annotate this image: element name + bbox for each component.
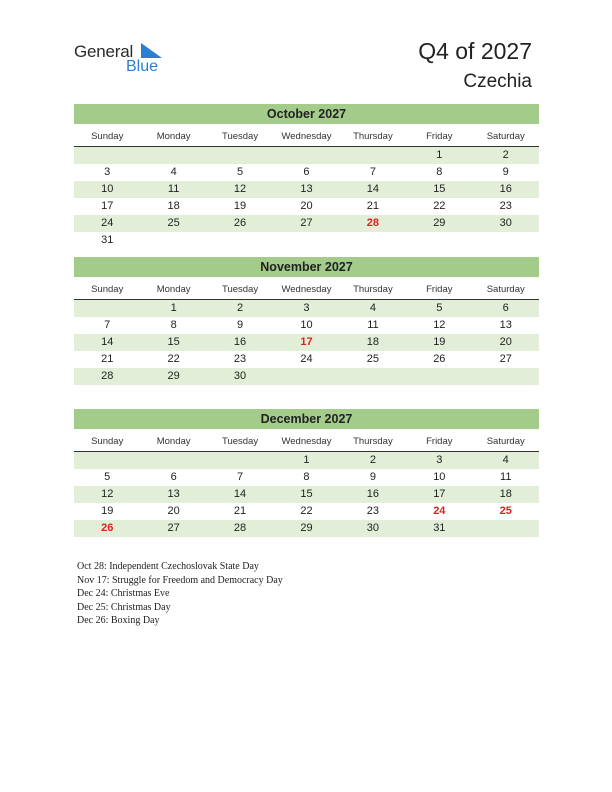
empty-day-cell xyxy=(340,232,406,249)
week-row xyxy=(74,232,539,249)
day-cell: 18 xyxy=(366,336,380,348)
weekday-label: Wednesday xyxy=(281,284,332,295)
week-row xyxy=(74,300,539,317)
day-cell: 25 xyxy=(167,217,180,229)
empty-day-cell xyxy=(273,147,339,164)
day-cell: 14 xyxy=(233,488,247,500)
weekday-header-row xyxy=(74,129,539,147)
day-cell: 2 xyxy=(369,454,376,466)
day-cell: 12 xyxy=(101,488,114,500)
month-title: November 2027 xyxy=(74,257,539,277)
day-cell: 7 xyxy=(104,319,111,331)
day-cell: 15 xyxy=(433,183,446,195)
day-cell: 28 xyxy=(101,370,114,382)
weekday-label: Tuesday xyxy=(222,284,259,295)
weekday-label: Saturday xyxy=(486,436,525,447)
day-cell: 20 xyxy=(300,200,313,212)
empty-day-cell xyxy=(406,232,472,249)
week-row xyxy=(74,198,539,215)
day-cell: 8 xyxy=(303,471,310,483)
day-cell: 12 xyxy=(233,183,247,195)
day-cell: 24 xyxy=(101,217,114,229)
weekday-header-row xyxy=(74,282,539,300)
day-cell: 10 xyxy=(101,183,114,195)
day-cell: 23 xyxy=(499,200,512,212)
day-cell: 29 xyxy=(433,217,446,229)
day-cell: 20 xyxy=(499,336,512,348)
day-cell: 26 xyxy=(233,217,247,229)
weekday-label: Friday xyxy=(426,131,453,142)
weekday-header-row xyxy=(74,434,539,452)
holiday-note: Nov 17: Struggle for Freedom and Democracy Day xyxy=(77,574,283,586)
day-cell: 27 xyxy=(167,522,180,534)
day-cell: 27 xyxy=(499,353,512,365)
week-row xyxy=(74,147,539,164)
day-cell: 24 xyxy=(300,353,313,365)
day-cell: 15 xyxy=(167,336,180,348)
empty-day-cell xyxy=(273,232,339,249)
country-title: Czechia xyxy=(463,71,532,92)
day-cell: 12 xyxy=(433,319,446,331)
day-cell: 17 xyxy=(300,336,313,348)
day-cell: 23 xyxy=(233,353,247,365)
week-row xyxy=(74,469,539,486)
day-cell: 4 xyxy=(369,302,376,314)
weekday-label: Monday xyxy=(156,436,191,447)
logo-general-text: General xyxy=(74,42,134,61)
month-title: October 2027 xyxy=(74,104,539,124)
weekday-label: Monday xyxy=(156,284,191,295)
day-cell: 28 xyxy=(366,217,380,229)
day-cell: 16 xyxy=(233,336,247,348)
day-cell: 11 xyxy=(167,183,180,195)
day-cell: 16 xyxy=(366,488,380,500)
week-row xyxy=(74,181,539,198)
day-cell: 2 xyxy=(236,302,244,314)
weekday-label: Wednesday xyxy=(281,436,332,447)
day-cell: 22 xyxy=(300,505,313,517)
day-cell: 6 xyxy=(170,471,177,483)
week-row xyxy=(74,452,539,469)
day-cell: 18 xyxy=(167,200,180,212)
week-row xyxy=(74,351,539,368)
empty-day-cell xyxy=(340,147,406,164)
day-cell: 24 xyxy=(433,505,446,517)
day-cell: 6 xyxy=(502,302,509,314)
empty-day-cell xyxy=(74,452,140,469)
holiday-note: Dec 24: Christmas Eve xyxy=(77,588,170,599)
day-cell: 17 xyxy=(101,200,114,212)
empty-day-cell xyxy=(273,368,339,385)
holiday-notes xyxy=(77,560,283,628)
day-cell: 13 xyxy=(300,183,313,195)
day-cell: 3 xyxy=(303,302,310,314)
day-cell: 13 xyxy=(167,488,180,500)
week-row xyxy=(74,486,539,503)
weekday-label: Tuesday xyxy=(222,436,259,447)
holiday-note: Oct 28: Independent Czechoslovak State Day xyxy=(77,561,259,572)
day-cell: 3 xyxy=(436,454,443,466)
weekday-label: Saturday xyxy=(486,284,525,295)
day-cell: 9 xyxy=(502,166,509,178)
day-cell: 19 xyxy=(101,505,114,517)
month-october xyxy=(74,104,539,249)
month-december xyxy=(74,409,539,537)
day-cell: 1 xyxy=(436,149,443,161)
day-cell: 13 xyxy=(499,319,512,331)
weekday-label: Sunday xyxy=(91,131,124,142)
empty-day-cell xyxy=(140,147,206,164)
day-cell: 14 xyxy=(101,336,114,348)
day-cell: 30 xyxy=(366,522,380,534)
day-cell: 4 xyxy=(502,454,509,466)
empty-day-cell xyxy=(140,232,206,249)
weekday-label: Thursday xyxy=(353,131,393,142)
general-blue-logo xyxy=(74,42,174,78)
week-row xyxy=(74,317,539,334)
day-cell: 8 xyxy=(170,319,177,331)
day-cell: 22 xyxy=(433,200,446,212)
week-row xyxy=(74,164,539,181)
day-cell: 11 xyxy=(500,471,512,483)
day-cell: 11 xyxy=(367,319,379,331)
day-cell: 23 xyxy=(366,505,380,517)
day-cell: 16 xyxy=(499,183,512,195)
day-cell: 19 xyxy=(433,336,446,348)
day-cell: 29 xyxy=(167,370,180,382)
week-row xyxy=(74,334,539,351)
weekday-label: Tuesday xyxy=(222,131,259,142)
day-cell: 30 xyxy=(499,217,512,229)
day-cell: 5 xyxy=(104,471,111,483)
day-cell: 1 xyxy=(303,454,310,466)
weekday-label: Saturday xyxy=(486,131,525,142)
month-november xyxy=(74,257,539,385)
empty-day-cell xyxy=(74,300,140,317)
quarter-title: Q4 of 2027 xyxy=(418,38,532,64)
day-cell: 3 xyxy=(104,166,111,178)
day-cell: 25 xyxy=(366,353,380,365)
day-cell: 21 xyxy=(233,505,247,517)
day-cell: 14 xyxy=(366,183,380,195)
day-cell: 9 xyxy=(369,471,376,483)
month-title: December 2027 xyxy=(74,409,539,429)
weekday-label: Friday xyxy=(426,436,453,447)
day-cell: 4 xyxy=(170,166,177,178)
day-cell: 7 xyxy=(236,471,244,483)
weekday-label: Wednesday xyxy=(281,131,332,142)
holiday-note: Dec 25: Christmas Day xyxy=(77,601,171,613)
weekday-label: Friday xyxy=(426,284,453,295)
weekday-label: Sunday xyxy=(91,436,124,447)
weekday-label: Sunday xyxy=(91,284,124,295)
day-cell: 8 xyxy=(436,166,443,178)
day-cell: 20 xyxy=(167,505,180,517)
day-cell: 21 xyxy=(101,353,114,365)
holiday-note: Dec 26: Boxing Day xyxy=(77,615,160,626)
empty-day-cell xyxy=(207,452,273,469)
day-cell: 21 xyxy=(366,200,380,212)
day-cell: 5 xyxy=(236,166,244,178)
empty-day-cell xyxy=(473,520,539,537)
week-row xyxy=(74,215,539,232)
weekday-label: Monday xyxy=(156,131,191,142)
day-cell: 25 xyxy=(499,505,512,517)
day-cell: 29 xyxy=(300,522,313,534)
day-cell: 9 xyxy=(236,319,244,331)
logo-blue-text: Blue xyxy=(126,58,159,75)
weekday-label: Thursday xyxy=(353,284,393,295)
day-cell: 7 xyxy=(369,166,376,178)
day-cell: 15 xyxy=(300,488,313,500)
empty-day-cell xyxy=(207,147,273,164)
day-cell: 10 xyxy=(433,471,446,483)
day-cell: 30 xyxy=(233,370,247,382)
logo-triangle-icon xyxy=(141,43,163,59)
empty-day-cell xyxy=(473,368,539,385)
day-cell: 17 xyxy=(433,488,446,500)
day-cell: 19 xyxy=(233,200,247,212)
empty-day-cell xyxy=(207,232,273,249)
day-cell: 1 xyxy=(170,302,177,314)
weekday-label: Thursday xyxy=(353,436,393,447)
week-row xyxy=(74,368,539,385)
week-row xyxy=(74,520,539,537)
day-cell: 6 xyxy=(303,166,310,178)
week-row xyxy=(74,503,539,520)
day-cell: 5 xyxy=(436,302,443,314)
day-cell: 31 xyxy=(433,522,446,534)
empty-day-cell xyxy=(406,368,472,385)
empty-day-cell xyxy=(473,232,539,249)
day-cell: 18 xyxy=(499,488,512,500)
empty-day-cell xyxy=(74,147,140,164)
empty-day-cell xyxy=(140,452,206,469)
day-cell: 2 xyxy=(502,149,509,161)
day-cell: 31 xyxy=(101,234,114,246)
day-cell: 27 xyxy=(300,217,313,229)
day-cell: 26 xyxy=(433,353,446,365)
day-cell: 10 xyxy=(300,319,313,331)
day-cell: 28 xyxy=(233,522,247,534)
empty-day-cell xyxy=(340,368,406,385)
day-cell: 26 xyxy=(101,522,114,534)
day-cell: 22 xyxy=(167,353,180,365)
